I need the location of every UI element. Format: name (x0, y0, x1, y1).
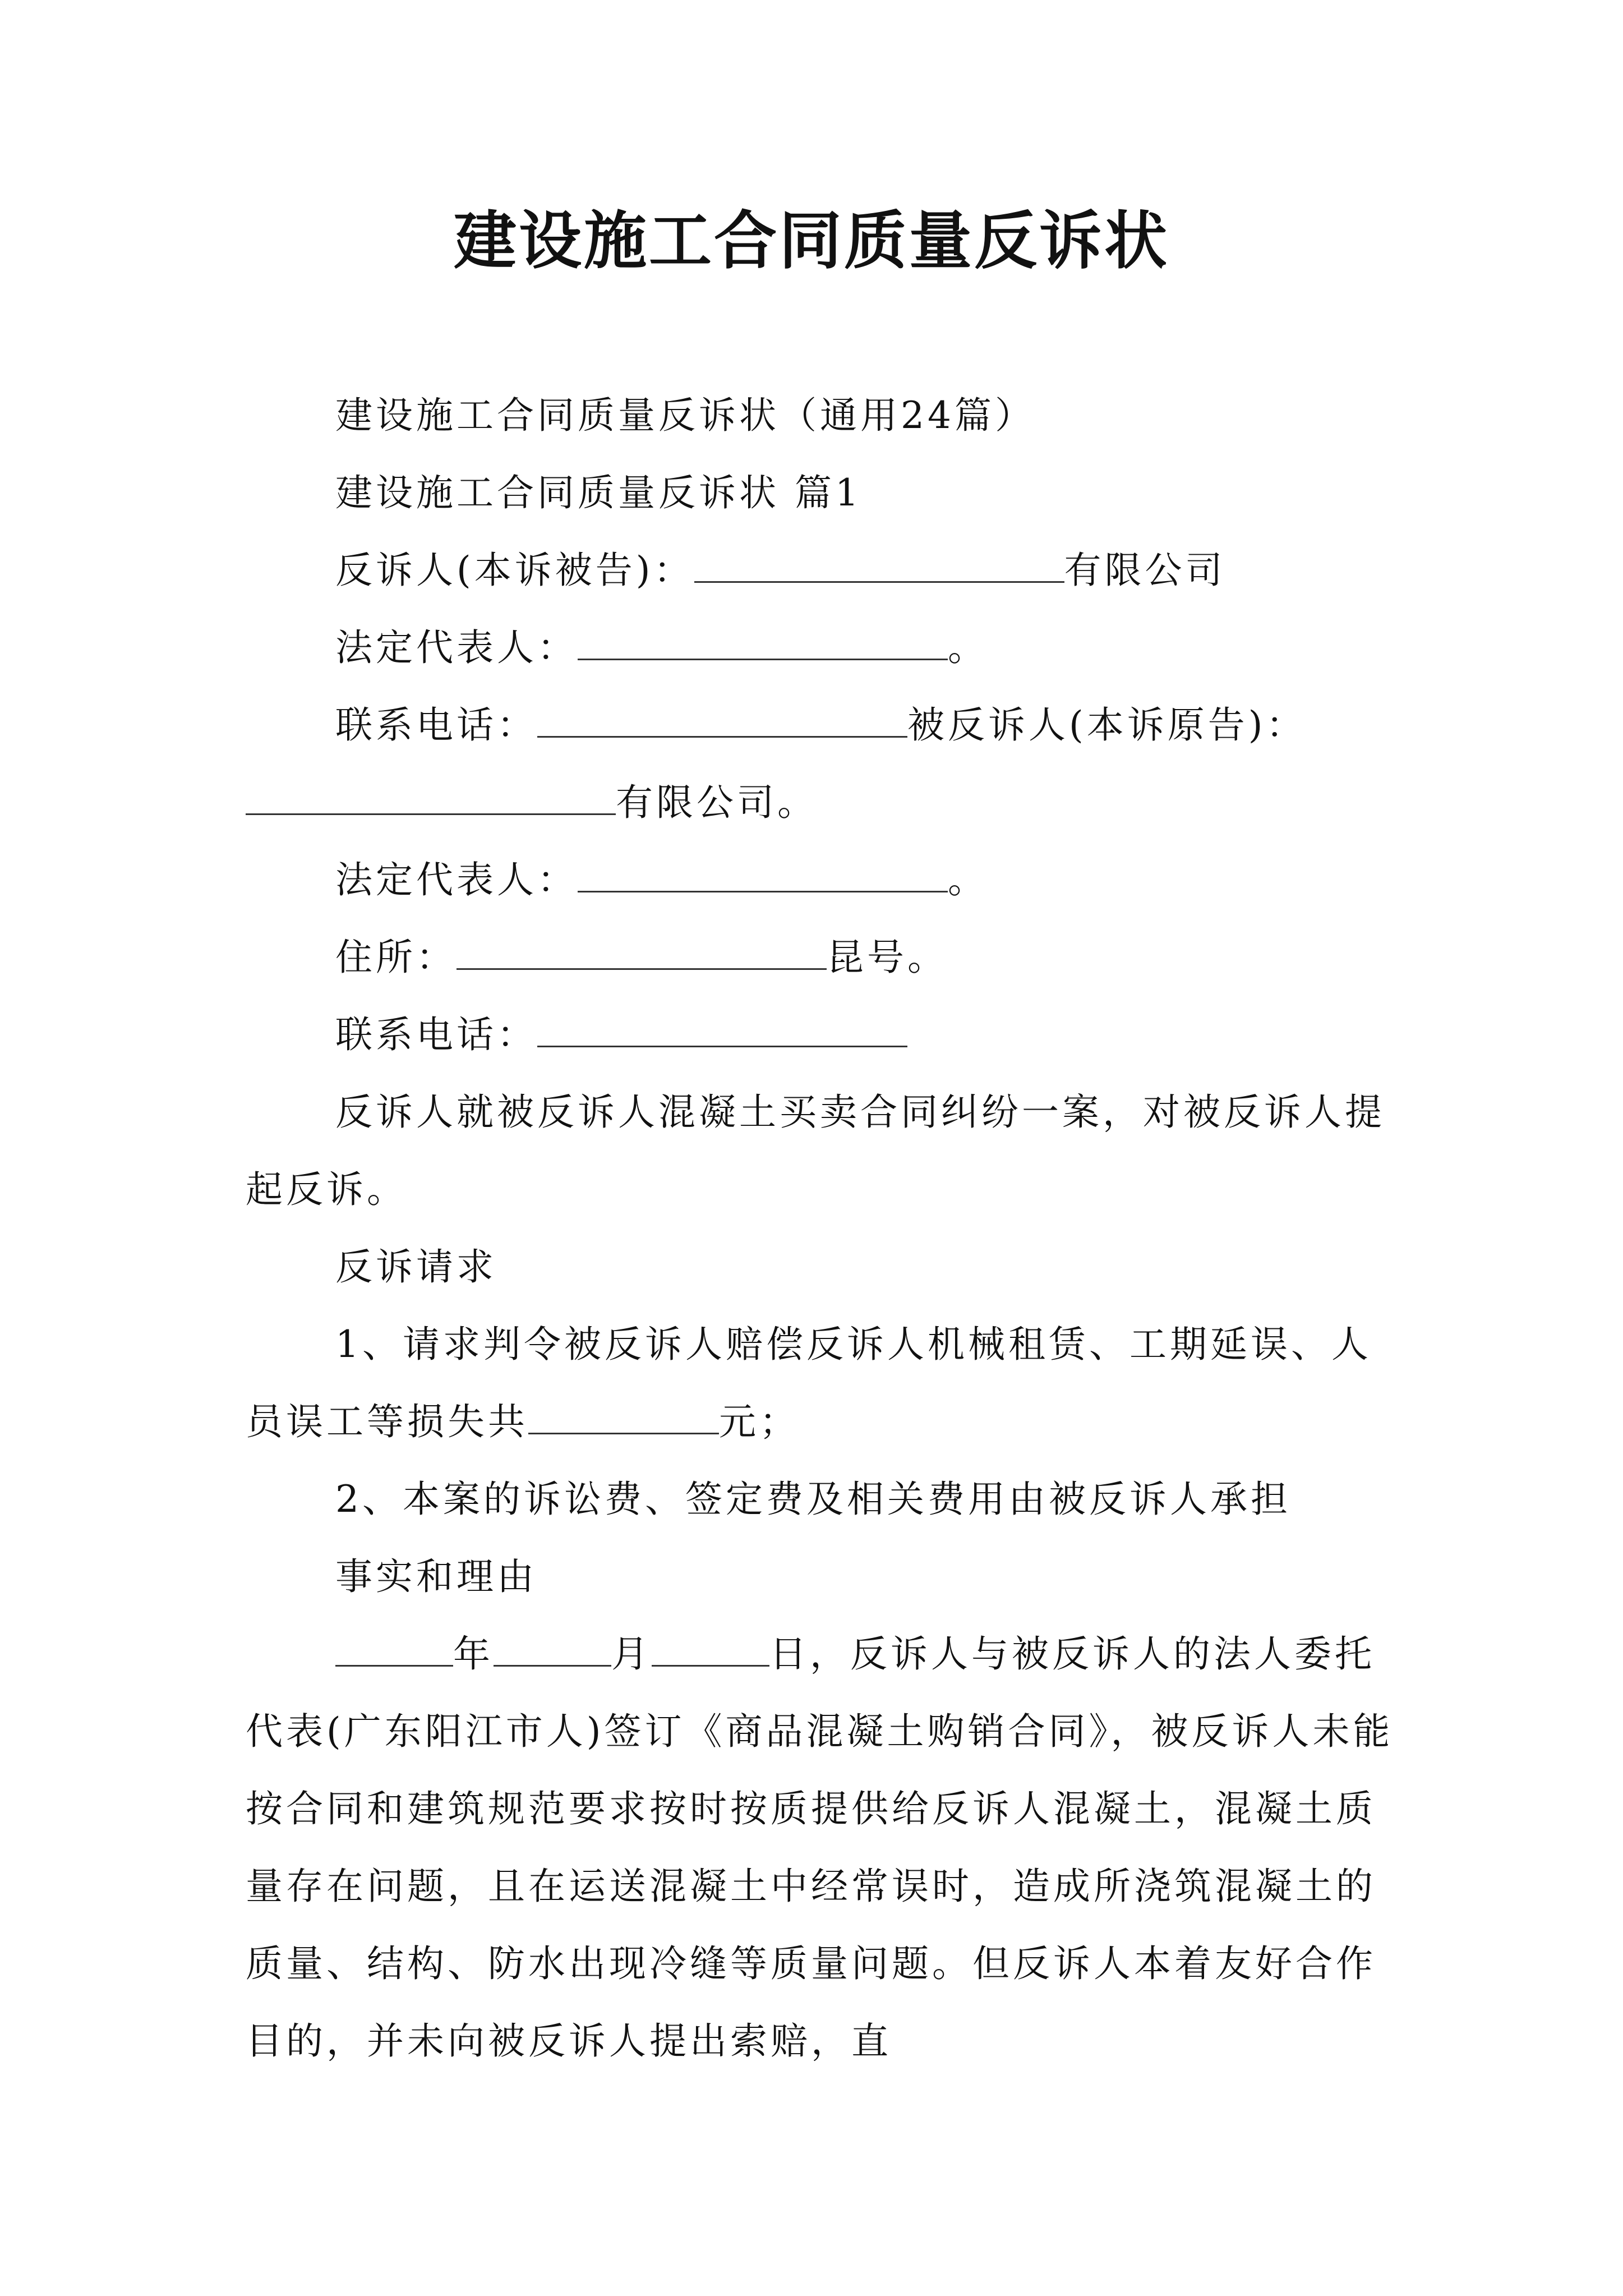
address-blank (457, 936, 827, 970)
claim-1-text: 1、请求判令被反诉人赔偿反诉人机械租赁、工期延误、人员误工等损失共 (246, 1323, 1372, 1443)
facts-text: 日，反诉人与被反诉人的法人委托代表(广东阳江市人)签订《商品混凝土购销合同》，被反诉人未能按合同和建筑规范要求按时按质提供给反诉人混凝土，混凝土质量存在问题，且在运送混凝土中经常误时，造成所浇筑混凝土的质量、结构、防水出现冷缝等质量问题。但反诉人本着友好合作目的，并未向被反诉人提出索赔，直 (246, 1632, 1394, 2063)
counterclaimant-blank (694, 549, 1064, 583)
phone-label-1: 联系电话： (335, 703, 537, 747)
respondent-suffix: 有限公司。 (616, 781, 818, 824)
legal-rep-line-2 (246, 841, 1407, 919)
legal-rep-line-1 (246, 609, 1407, 687)
year-label: 年 (453, 1632, 494, 1676)
subtitle-paragraph: 建设施工合同质量反诉状（通用24篇） (335, 394, 1035, 437)
claims-heading: 反诉请求 (335, 1245, 497, 1289)
facts-paragraph (246, 1616, 1407, 2080)
intro-paragraph: 反诉人就被反诉人混凝土买卖合同纠纷一案，对被反诉人提起反诉。 (246, 1091, 1385, 1211)
address-label: 住所： (335, 936, 457, 979)
legal-rep-label-2: 法定代表人： (335, 858, 578, 901)
phone-blank-2 (537, 1013, 907, 1047)
document-title: 建设施工合同质量反诉状 (454, 204, 1169, 278)
phone-line-2 (246, 996, 1407, 1074)
document-body (246, 377, 1407, 2080)
legal-rep-suffix-1: 。 (948, 626, 988, 669)
month-blank (494, 1632, 611, 1667)
day-blank (652, 1632, 769, 1667)
legal-rep-blank-2 (578, 858, 948, 892)
facts-heading: 事实和理由 (335, 1555, 537, 1598)
chapter-heading: 建设施工合同质量反诉状 篇1 (335, 471, 862, 514)
address-suffix: 昆号。 (827, 936, 948, 979)
legal-rep-blank-1 (578, 626, 948, 660)
claim-1-amount-blank (528, 1400, 719, 1434)
claim-2: 2、本案的诉讼费、签定费及相关费用由被反诉人承担 (335, 1478, 1291, 1521)
claim-1 (246, 1306, 1407, 1461)
legal-rep-label-1: 法定代表人： (335, 626, 578, 669)
phone-line-1 (246, 687, 1407, 841)
phone-blank-1 (537, 703, 907, 738)
phone-label-2: 联系电话： (335, 1013, 537, 1056)
counterclaimant-suffix: 有限公司 (1064, 549, 1226, 592)
address-line (246, 919, 1407, 996)
year-blank (335, 1632, 453, 1667)
legal-rep-suffix-2: 。 (948, 858, 988, 901)
counterclaimant-label: 反诉人(本诉被告)： (335, 549, 694, 592)
counterclaimant-line (246, 532, 1407, 609)
month-label: 月 (611, 1632, 652, 1676)
respondent-blank (246, 781, 616, 815)
claim-1-suffix: 元； (719, 1400, 800, 1443)
respondent-label: 被反诉人(本诉原告)： (907, 703, 1307, 747)
